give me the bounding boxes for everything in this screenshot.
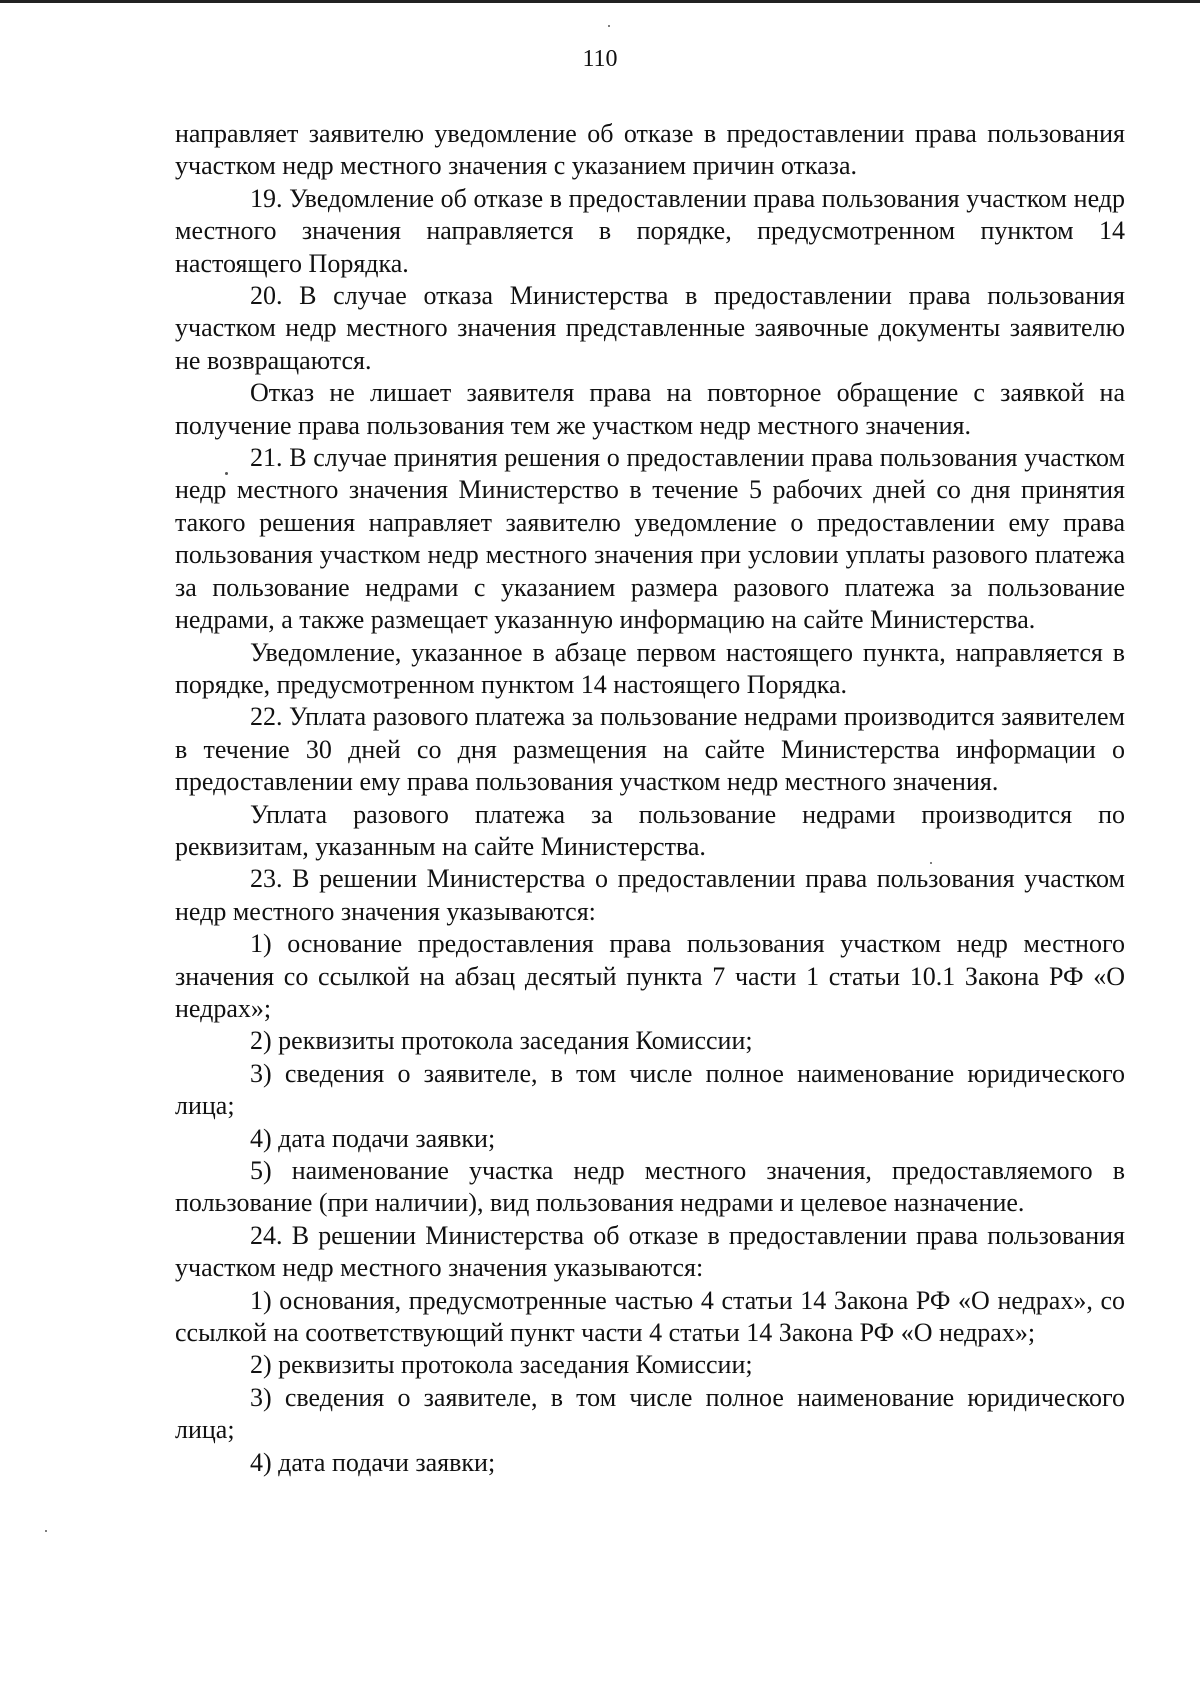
paragraph-item-21: 21. В случае принятия решения о предоставлении права пользования участком недр местного значения Министерство в течение 5 рабочих дней со дня принятия такого решения направляет заявителю уведомление о предоставлении ему права пользования участком недр местного значения при условии уплаты разового платежа за пользование недрами с указанием размера разового платежа за пользование недрами, а также размещает указанную информацию на сайте Министерства. xyxy=(175,443,1125,635)
list-item-23-3: 3) сведения о заявителе, в том числе полное наименование юридического лица; xyxy=(175,1058,1125,1121)
paragraph-item-19: 19. Уведомление об отказе в предоставлении права пользования участком недр местного значения направляется в порядке, предусмотренном пунктом 14 настоящего Порядка. xyxy=(175,183,1125,278)
paragraph-payment-note: Уплата разового платежа за пользование недрами производится по реквизитам, указанным на сайте Министерства. xyxy=(175,799,1125,861)
list-item-24-2: 2) реквизиты протокола заседания Комиссии; xyxy=(250,1350,753,1380)
list-item-23-5: 5) наименование участка недр местного значения, предоставляемого в пользование (при наличии), вид пользования недрами и целевое назначение. xyxy=(175,1156,1125,1218)
paragraph-item-22: 22. Уплата разового платежа за пользование недрами производится заявителем в течение 30 дней со дня размещения на сайте Министерства информации о предоставлении ему права пользования участком недр местного значения. xyxy=(175,702,1125,797)
paragraph-refusal-note: Отказ не лишает заявителя права на повторное обращение с заявкой на получение права пользования тем же участком недр местного значения. xyxy=(175,378,1125,440)
paragraph-item-24: 24. В решении Министерства об отказе в предоставлении права пользования участком недр местного значения указываются: xyxy=(175,1220,1125,1283)
paragraph-notification-note: Уведомление, указанное в абзаце первом настоящего пункта, направляется в порядке, предусмотренном пунктом 14 настоящего Порядка. xyxy=(175,637,1125,699)
paragraph-item-20: 20. В случае отказа Министерства в предоставлении права пользования участком недр местного значения представленные заявочные документы заявителю не возвращаются. xyxy=(175,281,1125,375)
list-item-24-1: 1) основания, предусмотренные частью 4 статьи 14 Закона РФ «О недрах», со ссылкой на соответствующий пункт части 4 статьи 14 Закона РФ «О недрах»; xyxy=(175,1285,1125,1348)
scan-speck xyxy=(608,25,610,27)
list-item-23-1: 1) основание предоставления права пользования участком недр местного значения со ссылкой на абзац десятый пункта 7 части 1 статьи 10.1 Закона РФ «О недрах»; xyxy=(175,929,1125,1023)
paragraph-item-23: 23. В решении Министерства о предоставлении права пользования участком недр местного значения указываются: xyxy=(175,864,1125,926)
list-item-23-2: 2) реквизиты протокола заседания Комиссии; xyxy=(250,1026,753,1056)
paragraph-continuation: направляет заявителю уведомление об отказе в предоставлении права пользования участком недр местного значения с указанием причин отказа. xyxy=(175,119,1125,181)
page-number: 110 xyxy=(582,46,618,72)
scan-speck xyxy=(45,1530,47,1532)
scan-speck xyxy=(225,472,228,475)
list-item-24-3: 3) сведения о заявителе, в том числе полное наименование юридического лица; xyxy=(175,1382,1125,1445)
scan-speck xyxy=(930,862,932,864)
list-item-23-4: 4) дата подачи заявки; xyxy=(250,1123,496,1153)
scan-top-border xyxy=(0,0,1200,3)
document-body xyxy=(175,118,1125,1479)
list-item-24-4: 4) дата подачи заявки; xyxy=(250,1447,496,1477)
